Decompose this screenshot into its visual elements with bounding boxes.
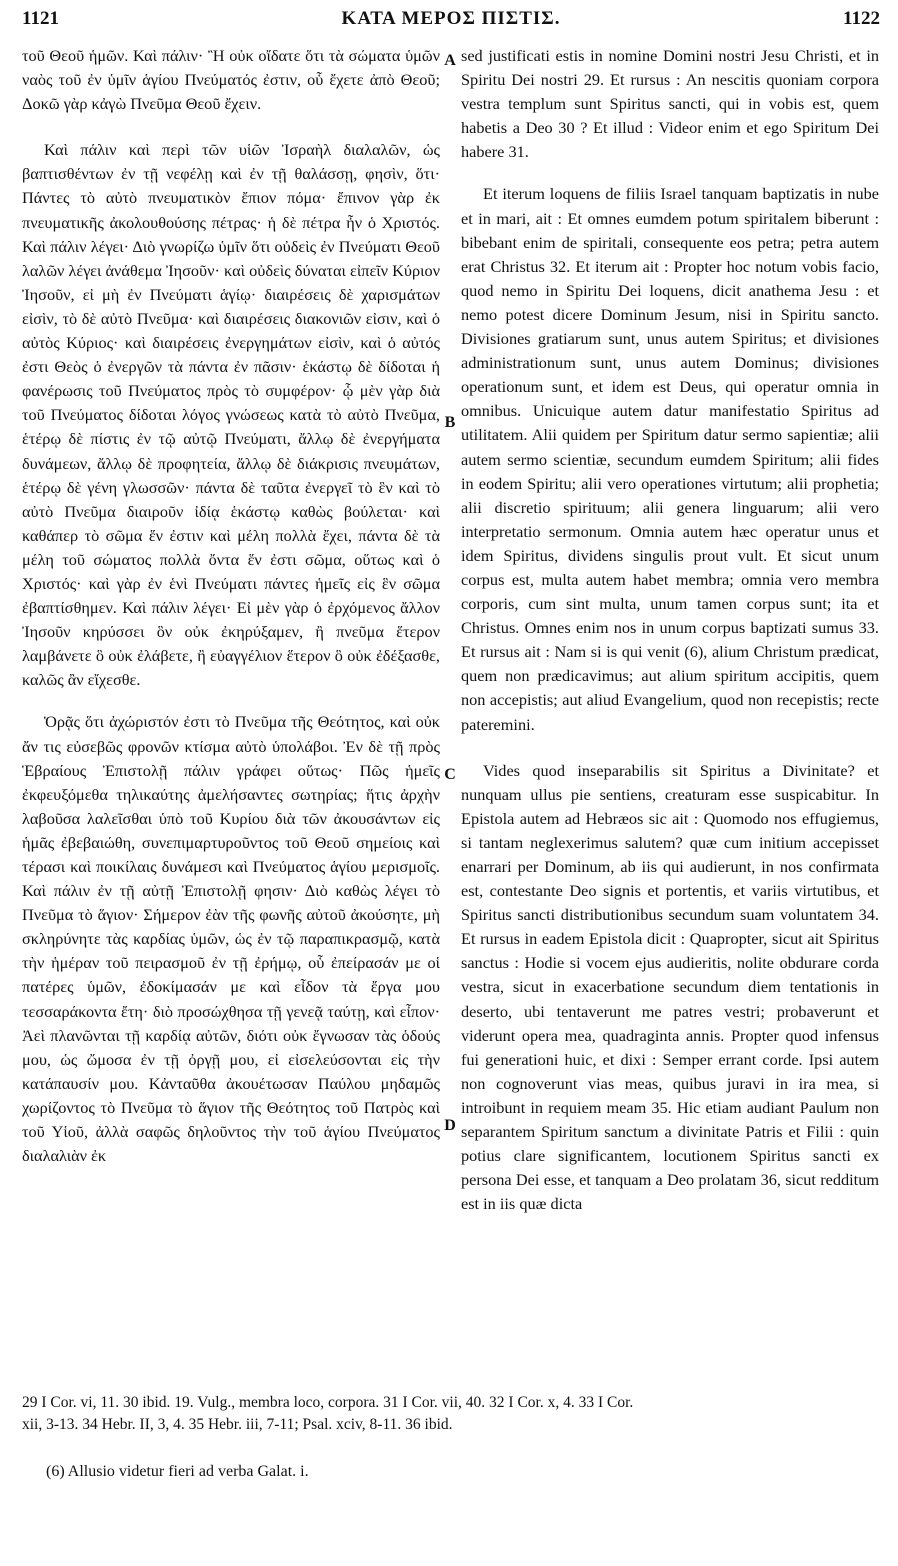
latin-paragraph: Et iterum loquens de filiis Israel tanquam baptizatis in nube et in mari, ait : Et omnes eumdem potum spiritalem biberunt : bibebant enim de spiritali, consequente eos petra; petra autem erat Christus 32. Et iterum ait : Propter hoc notum vobis facio, quod nemo in Spiritu Dei loquens, dicit anathema Jesu : et nemo potest dicere Dominum Jesum, nisi in Spiritu sancto. Divisiones gratiarum sunt, unus autem Spiritus; et divisiones administrationum sunt, unus autem Dominus; divisiones operationum sunt, et idem est Deus, qui operatur omnia in omnibus. Unicuique autem datur manifestatio Spiritus ad utilitatem. Alii quidem per Spiritum datur sermo sapientiæ; alii autem sermo scientiæ, secundum eumdem Spiritum; alii fides in eodem Spiritu; alii vero operationes virtutum; alii prophetia; alii discretio spirituum; alii genera linguarum; alii vero interpretatio sermonum. Omnia autem hæc operatur unus et idem Spiritus, dividens singulis prout vult. Et sicut unum corpus est, multa autem habet membra; omnia vero membra corporis, cum sint multa, unum tamen corpus sunt; ita et Christus. Omnes enim nos in unum corpus baptizati sumus 33. Et rursus ait : Nam si is qui venit (6), alium Christum prædicat, quem non prædicavimus; aut alium spiritum accipitis, quem non accepistis; aut aliud Evangelium, quod non recepistis; recte pateremini. [461, 184, 879, 734]
margin-mark-b: B [444, 414, 456, 431]
page-header [22, 8, 880, 36]
greek-paragraph: τοῦ Θεοῦ ἡμῶν. Καὶ πάλιν· Ἢ οὐκ οἴδατε ὅτι τὰ σώματα ὑμῶν ναὸς τοῦ ἐν ὑμῖν ἁγίου Πνεύματός ἐστιν, οὗ ἔχετε ἀπὸ Θεοῦ; Δοκῶ γὰρ κἀγὼ Πνεῦμα Θεοῦ ἔχειν. [22, 46, 440, 114]
footnote-line: xii, 3-13. 34 Hebr. II, 3, 4. 35 Hebr. iii, 7-11; Psal. xciv, 8-11. 36 ibid. [22, 1416, 453, 1433]
footnotes [22, 1392, 880, 1436]
margin-mark-d: D [444, 1117, 456, 1134]
greek-paragraph: Καὶ πάλιν καὶ περὶ τῶν υἱῶν Ἰσραὴλ διαλαλῶν, ὡς βαπτισθέντων ἐν τῇ νεφέλῃ καὶ ἐν τῇ θαλάσσῃ, φησὶν, ὅτι· Πάντες τὸ αὐτὸ πνευματικὸν ἔπιον πόμα· ἔπινον γὰρ ἐκ πνευματικῆς ἀκολουθούσης πέτρας· ἡ δὲ πέτρα ἦν ὁ Χριστός. Καὶ πάλιν λέγει· Διὸ γνωρίζω ὑμῖν ὅτι οὐδεὶς ἐν Πνεύματι Θεοῦ λαλῶν λέγει ἀνάθεμα Ἰησοῦν· καὶ οὐδεὶς δύναται εἰπεῖν Κύριον Ἰησοῦν, εἰ μὴ ἐν Πνεύματι ἁγίῳ· διαιρέσεις δὲ χαρισμάτων εἰσὶν, τὸ δὲ αὐτὸ Πνεῦμα· καὶ διαιρέσεις διακονιῶν εἰσιν, καὶ ὁ αὐτὸς Κύριος· καὶ διαιρέσεις ἐνεργημάτων εἰσὶν, καὶ ὁ αὐτός ἐστι Θεὸς ὁ ἐνεργῶν τὰ πάντα ἐν πᾶσιν· ἑκάστῳ δὲ δίδοται ἡ φανέρωσις τοῦ Πνεύματος πρὸς τὸ συμφέρον· ᾧ μὲν γὰρ διὰ τοῦ Πνεύματος δίδοται λόγος γνώσεως κατὰ τὸ αὐτὸ Πνεῦμα, ἑτέρῳ δὲ πίστις ἐν τῷ αὐτῷ Πνεύματι, ἄλλῳ δὲ ἐνεργήματα δυνάμεων, ἄλλῳ δὲ προφητεία, ἄλλῳ δὲ διάκρισις πνευμάτων, ἑτέρῳ δὲ γένη γλωσσῶν· πάντα δὲ ταῦτα ἐνεργεῖ τὸ ἓν καὶ τὸ αὐτὸ Πνεῦμα διαιροῦν ἰδίᾳ ἑκάστῳ καθὼς βούλεται· καὶ καθάπερ τὸ σῶμα ἕν ἐστιν καὶ μέλη πολλὰ ἔχει, πάντα δὲ τὰ μέλη τοῦ σώματος πολλὰ ὄντα ἕν ἐστι σῶμα, οὕτως καὶ ὁ Χριστός· καὶ γὰρ ἐν ἑνὶ Πνεύματι πάντες ἡμεῖς εἰς ἓν σῶμα ἐβαπτίσθημεν. Καὶ πάλιν λέγει· Εἰ μὲν γὰρ ὁ ἐρχόμενος ἄλλον Ἰησοῦν κηρύσσει ὃν οὐκ ἐκηρύξαμεν, ἢ πνεῦμα ἕτερον λαμβάνετε ὃ οὐκ ἐλάβετε, ἢ εὐαγγέλιον ἕτερον ὃ οὐκ ἐδέξασθε, καλῶς ἂν εἴχεσθε. [22, 140, 440, 690]
margin-mark-c: C [444, 766, 456, 783]
editor-note: (6) Allusio videtur fieri ad verba Galat. i. [46, 1463, 309, 1480]
page-number-left: 1121 [22, 8, 59, 29]
latin-paragraph: Vides quod inseparabilis sit Spiritus a Divinitate? et nunquam ullus pie sentiens, creaturam esse suspicabitur. In Epistola autem ad Hebræos sic ait : Quomodo nos effugiemus, si tantam neglexerimus salutem? quæ cum initium accepisset enarrari per Dominum, ab iis qui audierunt, in nos confirmata est, contestante Deo signis et portentis, et variis virtutibus, et Spiritus sancti distributionibus secundum suam voluntatem 34. Et rursus in eadem Epistola dicit : Quapropter, sicut ait Spiritus sanctus : Hodie si vocem ejus audieritis, nolite obdurare corda vestra, sicut in exacerbatione secundum diem tentationis in deserto, ubi tentaverunt me patres vestri; probaverunt et viderunt opera mea, quadraginta annis. Propter quod infensus fui generationi huic, et dixi : Semper errant corde. Ipsi autem non cognoverunt vias meas, quibus juravi in ira mea, si introibunt in requiem meam 35. Hic etiam audiant Paulum non separantem Spiritum sanctum a divinitate Patris et Filii : quin potius clare significantem, locutionem Spiritus sancti ex persona Dei esse, et tanquam a Deo prolatam 36, sicut redditum est in iis quæ dicta [461, 760, 879, 1214]
latin-column [461, 44, 879, 1216]
latin-paragraph: sed justificati estis in nomine Domini nostri Jesu Christi, et in Spiritu Dei nostri 29. Et rursus : An nescitis quoniam corpora vestra templum sunt Spiritus sancti, qui in vobis est, quem habetis a Deo 30 ? Et illud : Videor enim et ego Spiritum Dei habere 31. [461, 46, 879, 162]
greek-column [22, 44, 440, 1168]
running-title: ΚΑΤΑ ΜΕΡΟΣ ΠΙΣΤΙΣ. [341, 8, 561, 29]
margin-mark-a: A [444, 52, 456, 69]
greek-paragraph: Ὁρᾷς ὅτι ἀχώριστόν ἐστι τὸ Πνεῦμα τῆς Θεότητος, καὶ οὐκ ἄν τις εὐσεβῶς φρονῶν κτίσμα αὐτὸ ὑπολάβοι. Ἐν δὲ τῇ πρὸς Ἑβραίους Ἐπιστολῇ πάλιν γράφει οὕτως· Πῶς ἡμεῖς ἐκφευξόμεθα τηλικαύτης ἀμελήσαντες σωτηρίας; ἥτις ἀρχὴν λαβοῦσα λαλεῖσθαι ὑπὸ τοῦ Κυρίου διὰ τῶν ἀκουσάντων εἰς ἡμᾶς ἐβεβαιώθη, συνεπιμαρτυροῦντος τοῦ Θεοῦ σημείοις καὶ τέρασι καὶ ποικίλαις δυνάμεσι καὶ Πνεύματος ἁγίου μερισμοῖς. Καὶ πάλιν ἐν τῇ αὐτῇ Ἐπιστολῇ φησιν· Διὸ καθὼς λέγει τὸ Πνεῦμα τὸ ἅγιον· Σήμερον ἐὰν τῆς φωνῆς αὐτοῦ ἀκούσητε, μὴ σκληρύνητε τὰς καρδίας ὑμῶν, ὡς ἐν τῷ παραπικρασμῷ, κατὰ τὴν ἡμέραν τοῦ πειρασμοῦ ἐν τῇ ἐρήμῳ, οὗ ἐπείρασάν με οἱ πατέρες ὑμῶν, ἐδοκίμασάν με καὶ εἶδον τὰ ἔργα μου τεσσαράκοντα ἔτη· διὸ προσώχθησα τῇ γενεᾷ ταύτῃ, καὶ εἶπον· Ἀεὶ πλανῶνται τῇ καρδίᾳ αὐτῶν, διότι οὐκ ἔγνωσαν τὰς ὁδούς μου, ὡς ὤμοσα ἐν τῇ ὀργῇ μου, εἰ εἰσελεύσονται εἰς τὴν κατάπαυσίν μου. Κἀνταῦθα ἀκουέτωσαν Παύλου μηδαμῶς χωρίζοντος τὸ Πνεῦμα τὸ ἅγιον τῆς Θεότητος τοῦ Πατρὸς καὶ τοῦ Υἱοῦ, ἀλλὰ σαφῶς δηλοῦντος τὴν τοῦ ἁγίου Πνεύματος διαλαλιὰν ἐκ [22, 712, 440, 1166]
page-number-right: 1122 [843, 8, 880, 29]
footnote-line: 29 I Cor. vi, 11. 30 ibid. 19. Vulg., membra loco, corpora. 31 I Cor. vii, 40. 32 I Cor. x, 4. 33 I Cor. [22, 1394, 634, 1411]
